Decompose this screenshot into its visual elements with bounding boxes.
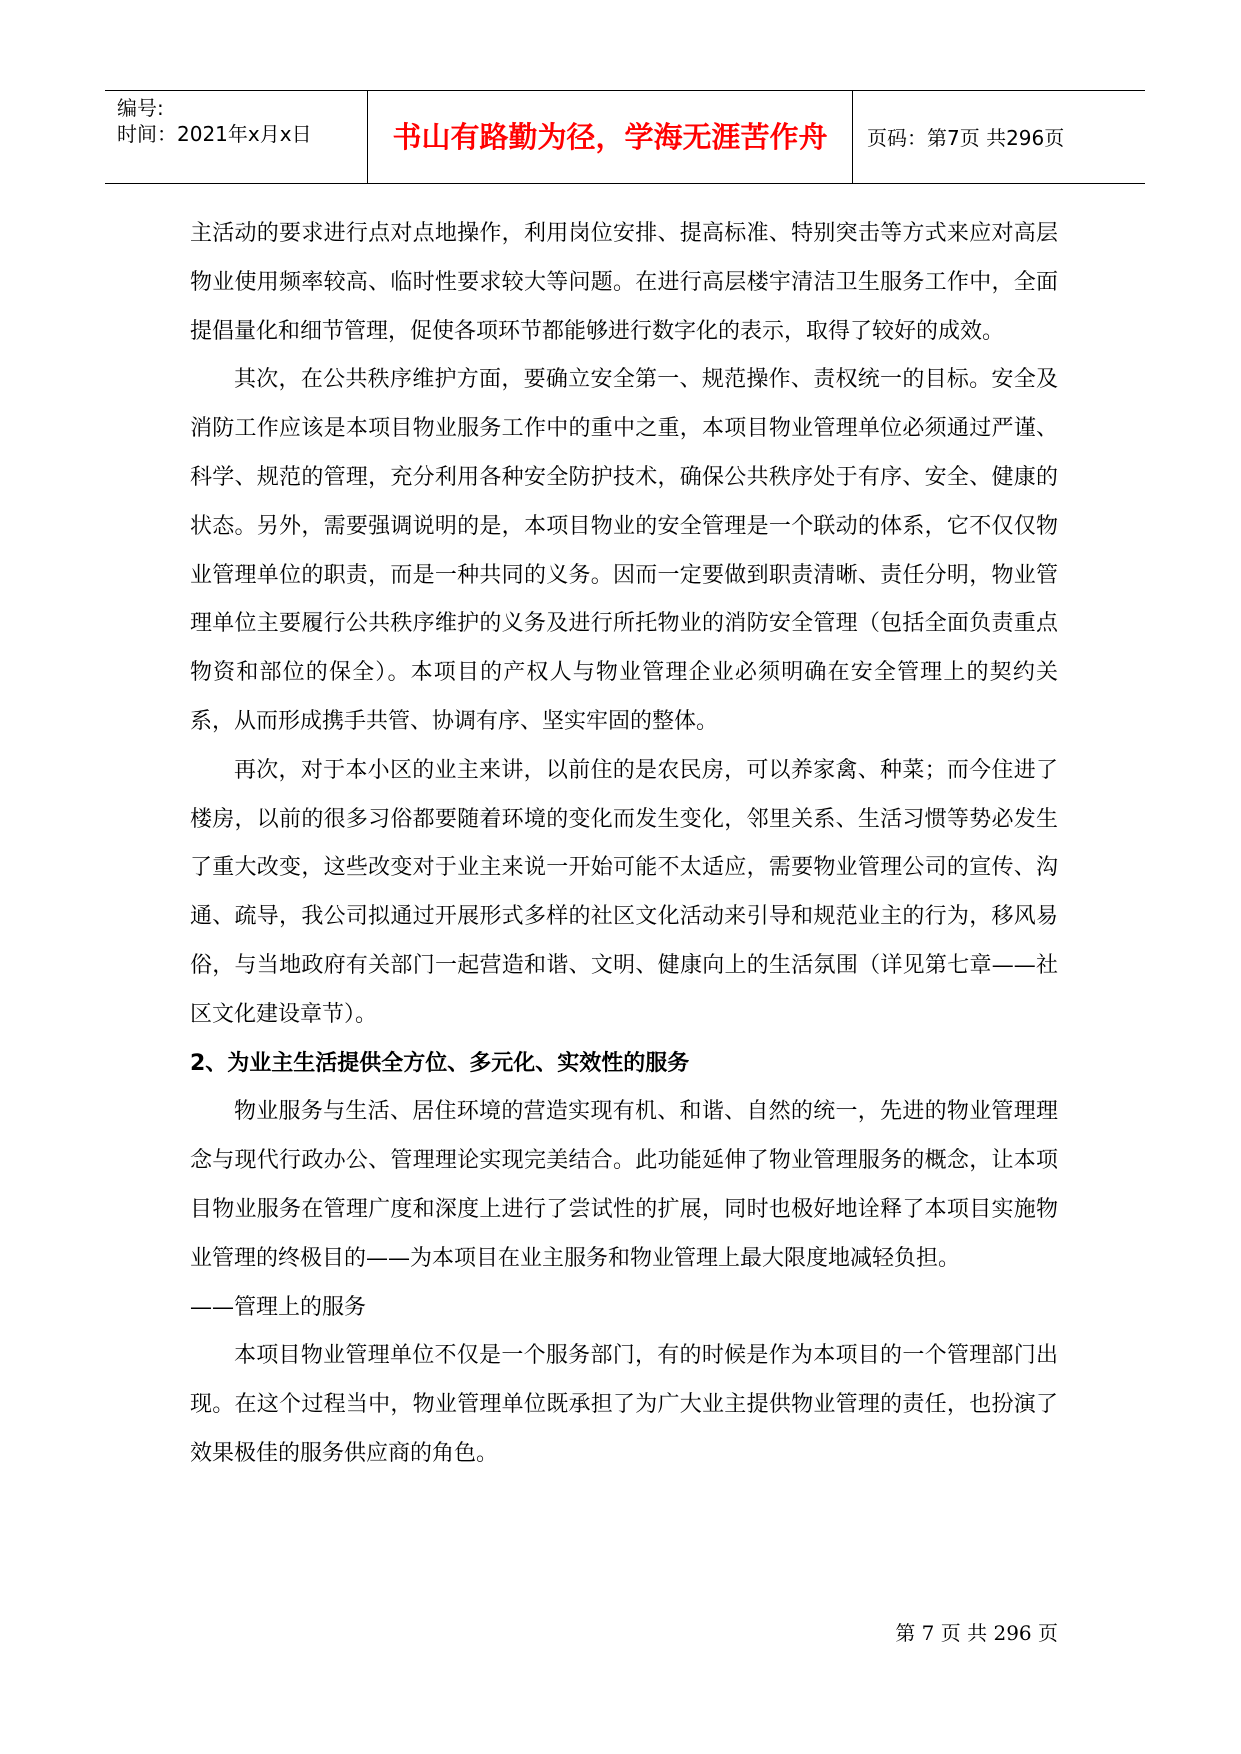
header-motto: 书山有路勤为径，学海无涯苦作舟 (392, 120, 828, 154)
section-heading: 2、为业主生活提供全方位、多元化、实效性的服务 (190, 1050, 690, 1076)
header-page-label: 页码：第7页 共296页 (867, 126, 1065, 150)
body-paragraph-public-order: 其次，在公共秩序维护方面，要确立安全第一、规范操作、责权统一的目标。安全及消防工作应该是本项目物业服务工作中的重中之重，本项目物业管理单位必须通过严谨、科学、规范的管理，充分利用各种安全防护技术，确保公共秩序处于有序、安全、健康的状态。另外，需要强调说明的是，本项目物业的安全管理是一个联动的体系，它不仅仅物业管理单位的职责，而是一种共同的义务。因而一定要做到职责清晰、责任分明，物业管理单位主要履行公共秩序维护的义务及进行所托物业的消防安全管理（包括全面负责重点物资和部位的保全）。本项目的产权人与物业管理企业必须明确在安全管理上的契约关系，从而形成携手共管、协调有序、坚实牢固的整体。 (190, 367, 1058, 734)
document-header (105, 90, 1145, 184)
header-meta-cell (105, 91, 368, 183)
header-page-cell (853, 91, 1145, 183)
body-paragraph-continued: 主活动的要求进行点对点地操作，利用岗位安排、提高标准、特别突击等方式来应对高层物业使用频率较高、临时性要求较大等问题。在进行高层楼宇清洁卫生服务工作中，全面提倡量化和细节管理，促使各项环节都能够进行数字化的表示，取得了较好的成效。 (190, 221, 1058, 344)
header-motto-cell (368, 91, 853, 183)
body-paragraph-services: 物业服务与生活、居住环境的营造实现有机、和谐、自然的统一，先进的物业管理理念与现代行政办公、管理理论实现完美结合。此功能延伸了物业管理服务的概念，让本项目物业服务在管理广度和深度上进行了尝试性的扩展，同时也极好地诠释了本项目实施物业管理的终极目的——为本项目在业主服务和物业管理上最大限度地减轻负担。 (190, 1099, 1058, 1271)
body-paragraph-community: 再次，对于本小区的业主来讲，以前住的是农民房，可以养家禽、种菜；而今住进了楼房，以前的很多习俗都要随着环境的变化而发生变化，邻里关系、生活习惯等势必发生了重大改变，这些改变对于业主来说一开始可能不太适应，需要物业管理公司的宣传、沟通、疏导，我公司拟通过开展形式多样的社区文化活动来引导和规范业主的行为，移风易俗，与当地政府有关部门一起营造和谐、文明、健康向上的生活氛围（详见第七章——社区文化建设章节）。 (190, 757, 1058, 1027)
document-number-label: 编号: (117, 96, 164, 120)
page-footer: 第 7 页 共 296 页 (895, 1621, 1058, 1645)
subsection-label: ——管理上的服务 (190, 1294, 367, 1320)
body-paragraph-management: 本项目物业管理单位不仅是一个服务部门，有的时候是作为本项目的一个管理部门出现。在这个过程当中，物业管理单位既承担了为广大业主提供物业管理的责任，也扮演了效果极佳的服务供应商的角色。 (190, 1343, 1058, 1466)
document-time-label: 时间：2021年x月x日 (117, 122, 312, 146)
document-body (190, 210, 1058, 1479)
